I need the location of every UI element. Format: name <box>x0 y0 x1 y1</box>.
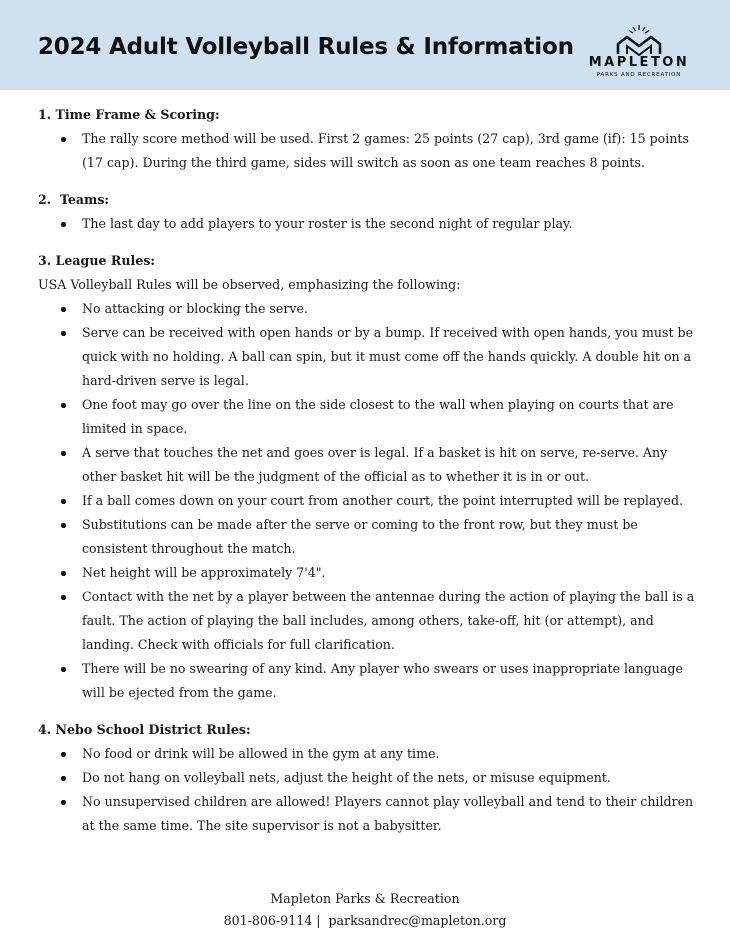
list-item: Do not hang on volleyball nets, adjust the height of the nets, or misuse equipment. <box>38 766 702 790</box>
list-item: Contact with the net by a player between the antennae during the action of playing the ball is a fault. The action of playing the ball includes, among others, take-off, hit (or attempt), and landing. Check with officials for full clarification. <box>38 585 702 657</box>
rules-list <box>38 297 702 705</box>
rules-list <box>38 127 702 175</box>
mountain-sun-icon <box>614 24 664 56</box>
section-intro: USA Volleyball Rules will be observed, emphasizing the following: <box>38 277 461 292</box>
list-item: The rally score method will be used. First 2 games: 25 points (27 cap), 3rd game (if): 15 points (17 cap). During the third game, sides will switch as soon as one team reaches 8 points. <box>38 127 702 175</box>
list-item: No food or drink will be allowed in the gym at any time. <box>38 742 702 766</box>
list-item: There will be no swearing of any kind. Any player who swears or uses inappropriate language will be ejected from the game. <box>38 657 702 705</box>
list-item: No unsupervised children are allowed! Players cannot play volleyball and tend to their children at the same time. The site supervisor is not a babysitter. <box>38 790 702 838</box>
list-item: Net height will be approximately 7'4". <box>38 561 702 585</box>
logo-subtitle: PARKS AND RECREATION <box>596 72 682 78</box>
list-item: One foot may go over the line on the side closest to the wall when playing on courts that are limited in space. <box>38 393 702 441</box>
section-heading: 4. Nebo School District Rules: <box>38 722 251 737</box>
section-nebo-school-district-rules <box>38 718 702 838</box>
list-item: The last day to add players to your roster is the second night of regular play. <box>38 212 702 236</box>
page-title: 2024 Adult Volleyball Rules & Information <box>38 34 574 60</box>
logo-wordmark: MAPLETON <box>588 55 690 70</box>
section-league-rules <box>38 249 702 705</box>
mapleton-logo <box>578 24 700 80</box>
footer <box>0 888 730 932</box>
list-item: Substitutions can be made after the serve or coming to the front row, but they must be consistent throughout the match. <box>38 513 702 561</box>
section-teams <box>38 188 702 236</box>
footer-contact: 801-806-9114 | parksandrec@mapleton.org <box>223 913 507 928</box>
section-heading: 3. League Rules: <box>38 253 156 268</box>
list-item: Serve can be received with open hands or by a bump. If received with open hands, you must be quick with no holding. A ball can spin, but it must come off the hands quickly. A double hit on a hard-driven serve is legal. <box>38 321 702 393</box>
header-banner <box>0 0 730 90</box>
section-heading: 1. Time Frame & Scoring: <box>38 107 220 122</box>
list-item: No attacking or blocking the serve. <box>38 297 702 321</box>
list-item: If a ball comes down on your court from another court, the point interrupted will be replayed. <box>38 489 702 513</box>
list-item: A serve that touches the net and goes over is legal. If a basket is hit on serve, re-serve. Any other basket hit will be the judgment of the official as to whether it is in or out. <box>38 441 702 489</box>
rules-content <box>38 103 702 851</box>
rules-list <box>38 212 702 236</box>
rules-list <box>38 742 702 838</box>
footer-organization: Mapleton Parks & Recreation <box>270 891 460 906</box>
section-time-frame-scoring <box>38 103 702 175</box>
section-heading: 2. Teams: <box>38 192 110 207</box>
